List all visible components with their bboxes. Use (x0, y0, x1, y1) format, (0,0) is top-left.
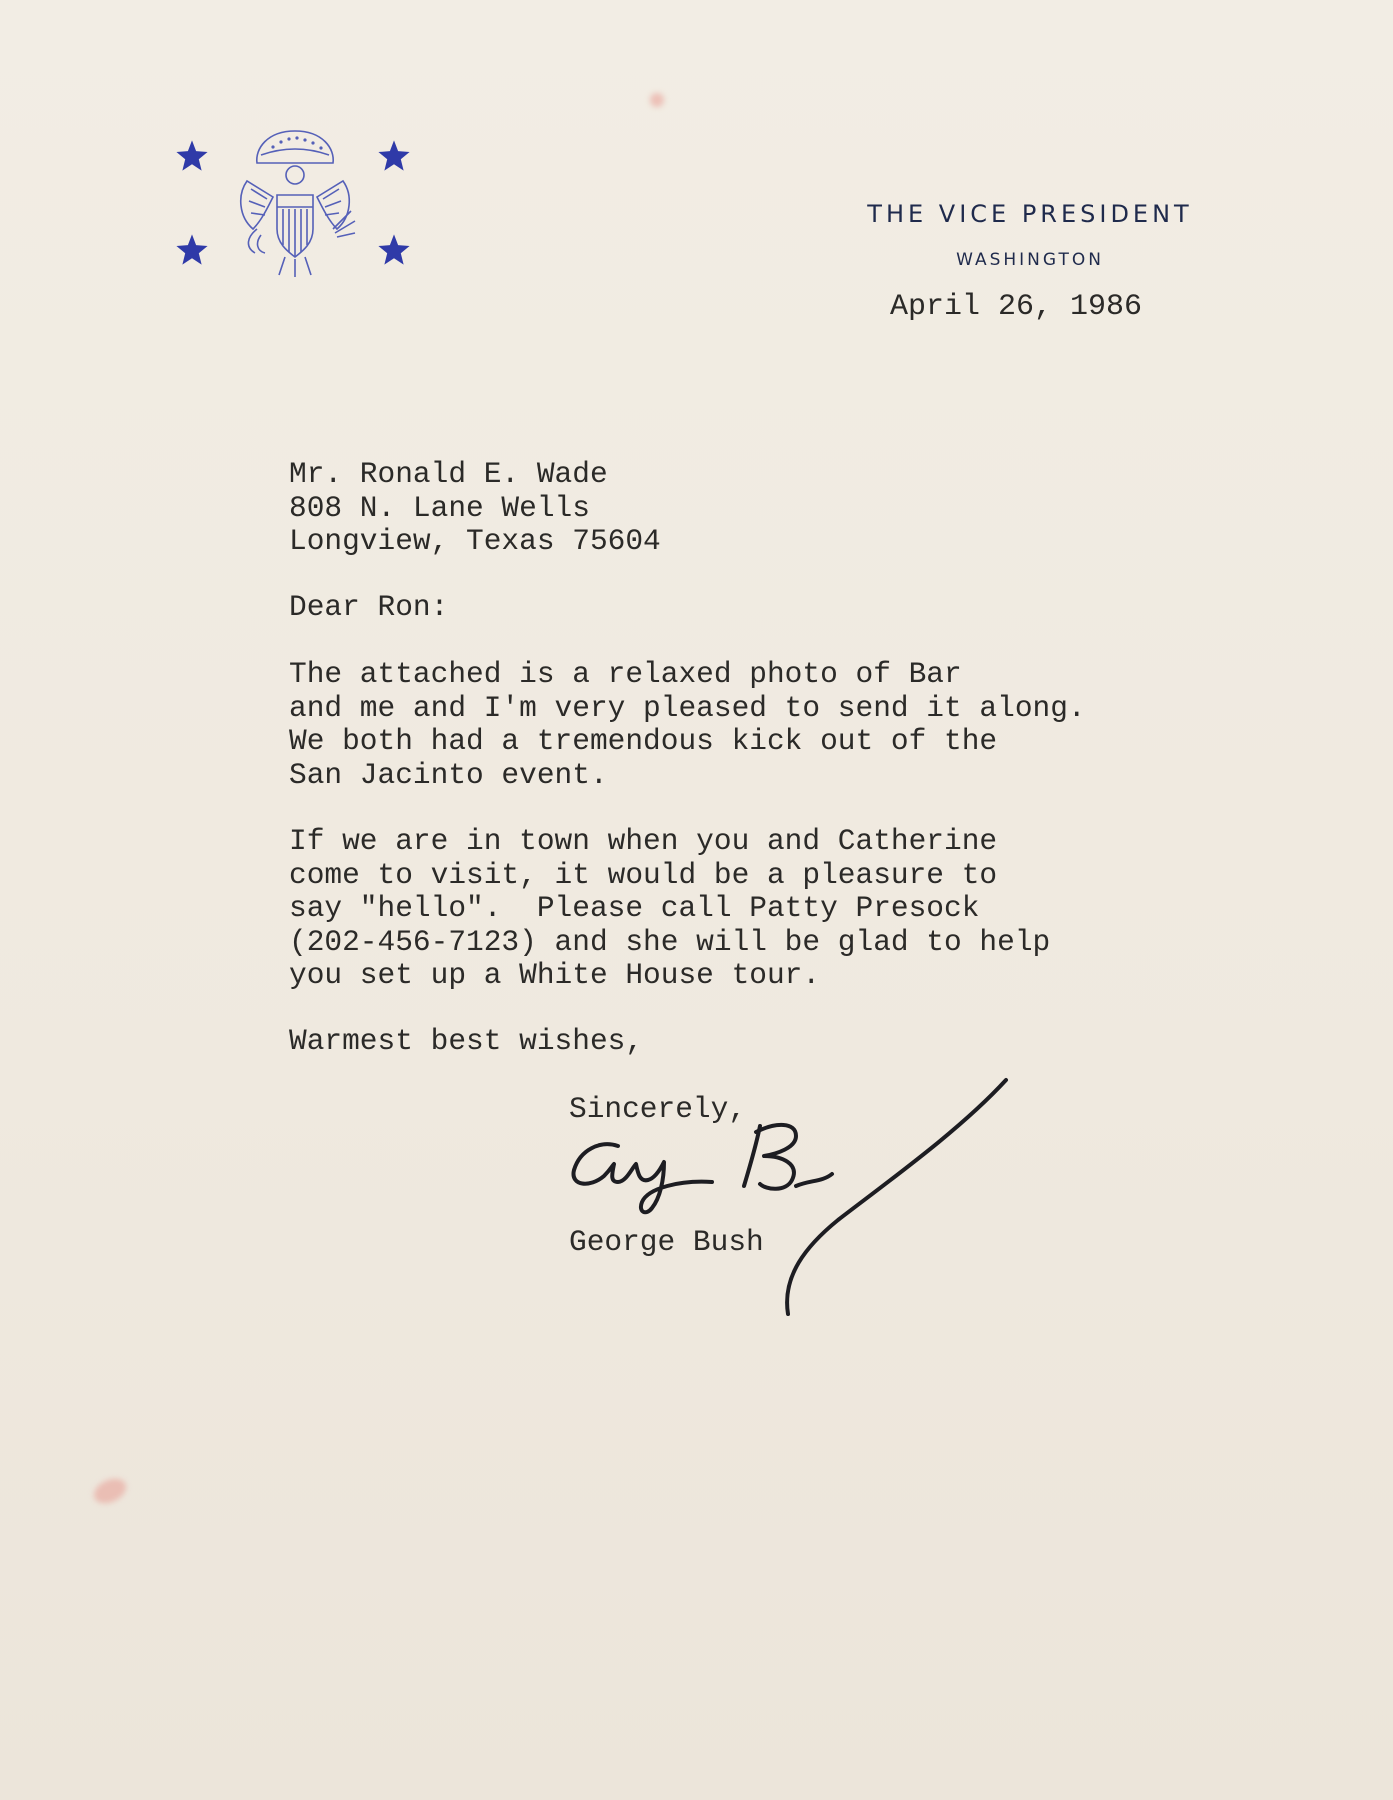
salutation: Dear Ron: (289, 590, 449, 624)
body-line: We both had a tremendous kick out of the (289, 724, 998, 758)
handwritten-signature (560, 1070, 1020, 1330)
sign-off: Warmest best wishes, (289, 1024, 644, 1058)
body-line: and me and I'm very pleased to send it along. (289, 690, 1086, 725)
letter-date: April 26, 1986 (890, 290, 1143, 324)
stain-mark (90, 1474, 130, 1508)
address-line: 808 N. Lane Wells (289, 490, 590, 525)
star-icon (175, 139, 209, 173)
address-line: Mr. Ronald E. Wade (289, 457, 608, 491)
body-line: say "hello". Please call Patty Presock (289, 891, 980, 925)
letterhead-seal (175, 125, 415, 290)
letterhead-city: WASHINGTON (956, 250, 1104, 270)
vice-presidential-seal-icon (227, 125, 363, 281)
address-line: Longview, Texas 75604 (289, 524, 661, 558)
star-icon (175, 233, 209, 267)
valediction: Sincerely, (569, 1092, 747, 1126)
letterhead-title: THE VICE PRESIDENT (867, 200, 1193, 228)
signer-name: George Bush (569, 1225, 764, 1259)
star-icon (377, 233, 411, 267)
stain-mark (650, 93, 664, 107)
body-line: The attached is a relaxed photo of Bar (289, 657, 962, 691)
body-line: come to visit, it would be a pleasure to (289, 857, 998, 892)
body-line: San Jacinto event. (289, 757, 608, 792)
body-line: If we are in town when you and Catherine (289, 824, 998, 858)
body-line: (202-456-7123) and she will be glad to help (289, 924, 1051, 959)
body-line: you set up a White House tour. (289, 958, 821, 992)
star-icon (377, 139, 411, 173)
